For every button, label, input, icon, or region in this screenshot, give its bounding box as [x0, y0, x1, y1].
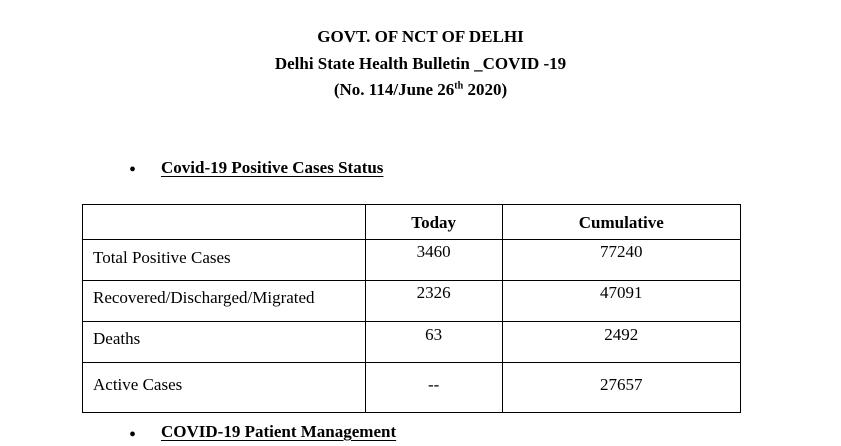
- table-header-blank: [83, 205, 366, 240]
- cell-today-active-cases: --: [365, 363, 502, 413]
- bulletin-number-suffix: 2020): [463, 80, 508, 99]
- cell-cumulative-total-positive: 77240: [502, 240, 740, 281]
- bulletin-number-prefix: (No. 114/June 26: [333, 80, 455, 99]
- row-label-deaths: Deaths: [83, 322, 366, 363]
- bullet-icon: •: [129, 424, 137, 446]
- bulletin-number-ordinal: th: [454, 80, 464, 92]
- table-row: [83, 281, 741, 322]
- bulletin-number: [0, 76, 841, 103]
- table-header-cumulative: Cumulative: [502, 205, 740, 240]
- table-row: [83, 240, 741, 281]
- cell-today-deaths: 63: [365, 322, 502, 363]
- section-title-positive-cases: Covid-19 Positive Cases Status: [161, 158, 384, 177]
- row-label-total-positive: Total Positive Cases: [83, 240, 366, 281]
- cell-cumulative-recovered: 47091: [502, 281, 740, 322]
- positive-cases-table: [82, 204, 741, 413]
- bulletin-title: Delhi State Health Bulletin _COVID -19: [274, 54, 567, 73]
- table-row: [83, 322, 741, 363]
- bullet-icon: •: [129, 159, 137, 181]
- table-header-row: [83, 205, 741, 240]
- cell-cumulative-deaths: 2492: [502, 322, 740, 363]
- row-label-recovered: Recovered/Discharged/Migrated: [83, 281, 366, 322]
- cell-cumulative-active-cases: 27657: [502, 363, 740, 413]
- government-heading: GOVT. OF NCT OF DELHI: [317, 27, 524, 46]
- row-label-active-cases: Active Cases: [83, 363, 366, 413]
- section-title-patient-management: COVID-19 Patient Management: [161, 422, 397, 441]
- cell-today-recovered: 2326: [365, 281, 502, 322]
- table-row: [83, 363, 741, 413]
- table-header-today: Today: [365, 205, 502, 240]
- cell-today-total-positive: 3460: [365, 240, 502, 281]
